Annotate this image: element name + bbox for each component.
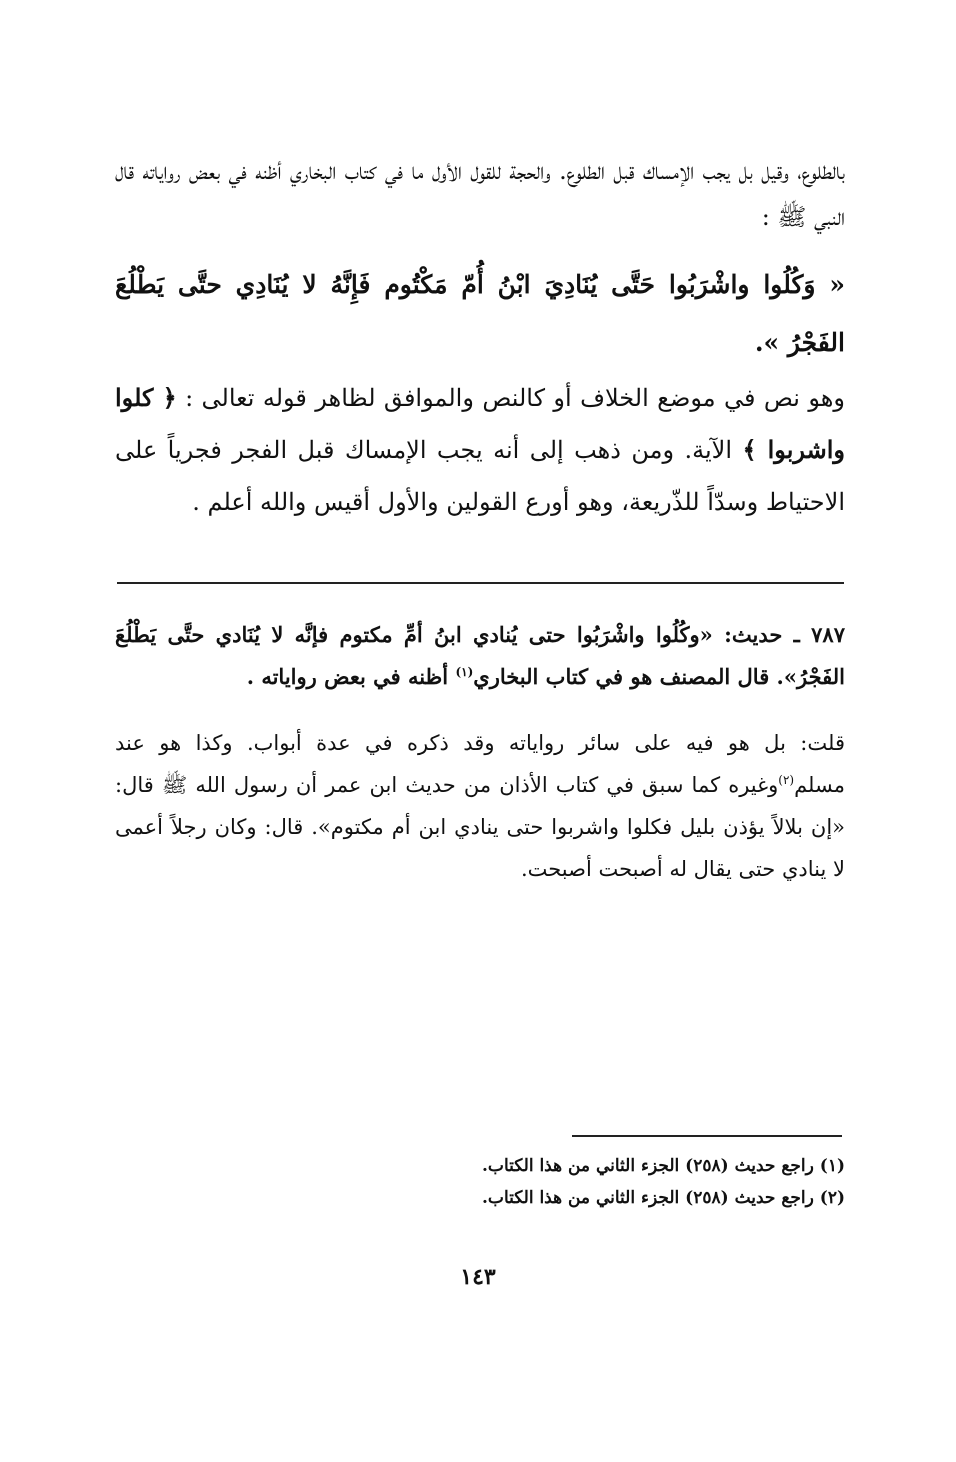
commentary-hadith-end: أظنه في بعض رواياته . (246, 664, 449, 689)
page-number: ١٤٣ (460, 1264, 496, 1290)
main-paragraph-1: بالطلوع، وقيل بل يجب الإمساك قبل الطلوع. والحجة للقول الأول ما في كتاب البخاري أظنه في بعض رواياته قال النبي ﷺ : (115, 157, 845, 231)
footnote-ref-1: (١) (455, 665, 474, 679)
footnote-divider (572, 1135, 842, 1137)
commentary-qult-rest: وغيره كما سبق في كتاب الأذان من حديث ابن عمر أن رسول الله ﷺ قال: «إن بلالاً يؤذن بليل فكلوا واشربوا حتى ينادي ابن أم مكتوم». قال: وكان رجلاً أعمى لا ينادي حتى يقال له أصبحت أصبحت. (115, 773, 845, 881)
footnote-2: (٢) راجع حديث (٢٥٨) الجزء الثاني من هذا الكتاب. (482, 1188, 845, 1208)
main-paragraph-2 (115, 372, 845, 528)
footnote-ref-2: (٢) (778, 773, 795, 787)
commentary-hadith (115, 614, 845, 698)
footnote-1: (١) راجع حديث (٢٥٨) الجزء الثاني من هذا الكتاب. (482, 1156, 845, 1176)
section-divider (117, 582, 844, 584)
quranic-verse: ﴿ كلوا واشربوا ﴾ (115, 383, 845, 464)
paragraph-2-start: وهو نص في موضع الخلاف أو كالنص والموافق لظاهر قوله تعالى : (185, 384, 846, 412)
commentary-hadith-text: ٧٨٧ ـ حديث: «وكُلُوا واشْرَبُوا حتى يُنادي ابنُ أمِّ مكتوم فإنَّه لا يُنَادي حتَّى يَطْلُعَ الفَجْرُ». قال المصنف هو في كتاب البخاري (115, 622, 845, 689)
hadith-quote: « وَكُلُوا واشْرَبُوا حَتَّى يُنَادِيَ ابْنُ أُمّ مَكْتُوم فَإِنَّهُ لا يُنَادِي حتَّى يَطْلُعَ الفَجْرُ ». (115, 270, 845, 357)
footnotes (115, 1150, 845, 1214)
commentary-qult-start: قلت: بل هو فيه على سائر رواياته وقد ذكره في عدة أبواب. وكذا هو عند مسلم (115, 731, 845, 797)
commentary-qult (115, 722, 845, 890)
paragraph-2-rest: الآية. ومن ذهب إلى أنه يجب الإمساك قبل الفجر فجرياً على الاحتياط وسدّاً للذّريعة، وهو أورع القولين والأول أقيس والله أعلم . (115, 436, 845, 516)
